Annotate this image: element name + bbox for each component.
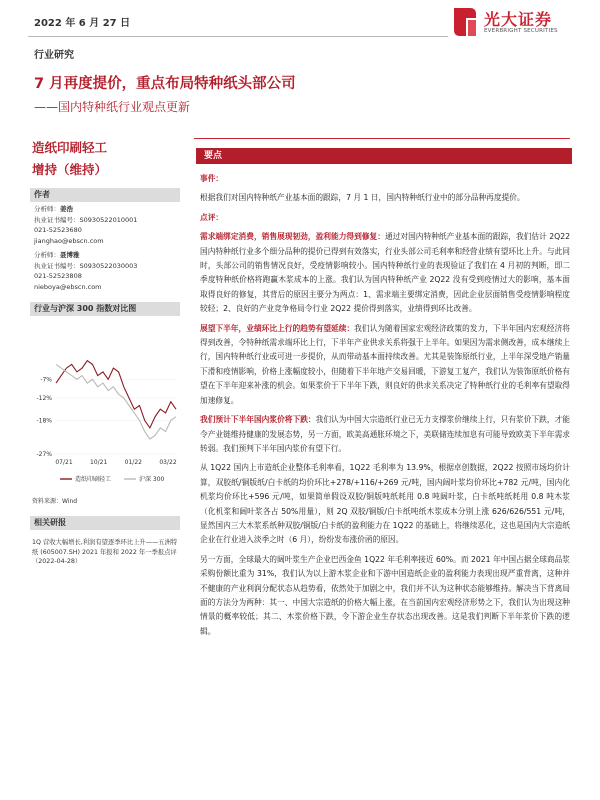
paragraph-lead: 我们预计下半年国内浆价将下跌：	[200, 415, 316, 425]
rating-label: 增持（维持）	[32, 162, 108, 177]
logo-text-en: EVERBRIGHT SECURITIES	[484, 28, 558, 34]
author-email[interactable]: nieboya@ebscn.com	[34, 282, 102, 291]
event-label: 事件：	[200, 174, 224, 183]
paragraph	[200, 461, 570, 547]
comment-label: 点评：	[200, 212, 224, 222]
event-text: 根据我们对国内特种纸产业基本面的跟踪，7 月 1 日，国内特种纸行业中的部分品种再度提价。	[200, 193, 525, 203]
paragraph-text: 另一方面，全球最大的阔叶浆生产企业巴西金鱼 1Q22 年毛利率接近 60%。而 2021 年中国占据全球商品浆采购份额比重为 31%，我们认为以上游木浆企业和下游中国造纸企业的盈利能力表现出现严重背离，这种并不健康的产业利润分配状态从趋势看，依然处于加剧之中，我们并不认为这种状态能够维持。解决当下背离局面的方法分为两种：其一、中国大宗造纸的价格大幅上涨，在当前国内宏观经济形势之下，我们认为出现这种情景的概率较低；其二、木浆价格下跌，令下游企业生存状态出现改善。这是我们判断下半年浆价下跌的逻辑。	[200, 554, 570, 636]
index-comparison-chart	[30, 334, 180, 492]
key-points-header: 要点	[196, 148, 572, 164]
page-subtitle: ——国内特种纸行业观点更新	[34, 100, 191, 114]
brand-logo	[452, 4, 572, 44]
chart-source: 资料来源：Wind	[32, 498, 78, 505]
paragraph	[200, 230, 570, 316]
doc-type: 行业研究	[34, 50, 74, 61]
industry-name: 造纸印刷轻工	[32, 140, 108, 155]
x-tick-label: 07/21	[55, 459, 73, 466]
y-tick-label: -18%	[36, 417, 52, 425]
page-title: 7 月再度提价，重点布局特种纸头部公司	[34, 76, 296, 92]
paragraph-lead: 展望下半年，业绩环比上行的趋势有望延续：	[200, 323, 355, 333]
paragraph	[200, 553, 570, 639]
y-tick-label: -27%	[36, 451, 52, 458]
content-divider	[194, 138, 570, 139]
legend-label: 沪深 300	[139, 476, 165, 483]
related-report-list	[32, 538, 180, 567]
paragraph-text: 从 1Q22 国内上市造纸企业整体毛利率看，1Q22 毛利率为 13.9%，根据卓创数据，2Q22 按照市场均价计算，双胶纸/铜版纸/白卡纸的均价环比+278/+116/+269 元/吨，国内阔叶浆均价环比+782 元/吨，国内化机浆均价环比+596 元/吨，如果简单假设双胶/铜版吨纸耗用 0.8 吨阔叶浆，白卡纸吨纸耗用 0.8 吨木浆（化机浆和阔叶浆各占 50%用量），则 2Q 双胶/铜版/白卡纸吨纸木浆成本分别上涨 626/626/551 元/吨，显然国内三大木浆系纸种双胶/铜版/白卡纸的盈利能力在 1Q22 的基础上，将继续恶化，这也是国内大宗造纸企业在行业进入淡季之时（6 月），纷纷发布涨价函的原因。	[200, 463, 570, 545]
author-phone: 021-52523808	[34, 272, 82, 281]
chart-section-header: 行业与沪深 300 指数对比图	[30, 302, 180, 316]
paragraph-text: 我们认为随着国家宏观经济政策的发力，下半年国内宏观经济将得到改善，令特种纸需求端环比上行，下半年产业供求关系将强于上半年。如果因为需求侧改善，成本继续上行，国内特种纸行业或可进一步提价，从而带动基本面持续改善。尤其是装饰原纸行业，上半年深受地产销量下滑和疫情影响，价格上涨幅度较小，但随着下半年地产交易回暖，下游复工复产，我们认为装饰原纸价格有望在下半年迎来补涨的机会。如果浆价于下半年下跌，则良好的供求关系决定了特种纸行业的毛利率有望取得加速修复。	[200, 323, 570, 405]
paragraph	[200, 322, 570, 408]
author-section-header: 作者	[30, 188, 180, 202]
author-name: 姜浩	[60, 205, 73, 213]
author-card	[34, 204, 137, 246]
author-role: 分析师：	[34, 205, 60, 213]
author-email[interactable]: jianghao@ebscn.com	[34, 236, 104, 245]
y-tick-label: -7%	[40, 376, 52, 384]
y-tick-label: -12%	[36, 395, 52, 402]
logo-text-cn: 光大证券	[484, 10, 553, 29]
author-cert: 执业证书编号：S0930522030003	[34, 261, 138, 270]
header-divider	[28, 36, 448, 37]
author-role: 分析师：	[34, 251, 60, 259]
x-tick-label: 10/21	[90, 459, 108, 466]
paragraph-lead: 需求端绑定消费，销售展现韧劲，盈利能力得到修复：	[200, 232, 385, 242]
series-line	[56, 361, 176, 428]
paragraph	[200, 413, 570, 456]
paragraph-text: 我们认为中国大宗造纸行业已无力支撑浆价继续上行，只有浆价下跌，才能令产业链维持健康的发展态势，另一方面，欧美高通胀环境之下，美联储连续加息有可能导致欧美下半年需求转弱。我们预判下半年国内浆价有望下行。	[200, 415, 570, 453]
report-date: 2022 年 6 月 27 日	[34, 18, 131, 29]
logo-mark-icon	[452, 6, 478, 38]
author-cert: 执业证书编号：S0930522010001	[34, 215, 138, 224]
legend-label: 造纸印刷轻工	[75, 476, 112, 483]
x-tick-label: 03/22	[159, 459, 177, 466]
series-line	[56, 364, 176, 439]
paragraph-text: 通过对国内特种纸产业基本面的跟踪，我们估计 2Q22 国内特种纸行业多个细分品种的提价已得到有效落实，行业头部公司毛利率和经营业绩有望环比上升。与此同时，头部公司的销售情况良好，受疫情影响较小。国内特种纸行业的表现验证了我们在 4 月初的判断，即二季度特种纸价格将跑赢木浆成本的上涨。我们认为国内特种纸产业 2Q22 没有受到疫情过大的影响，基本面取得良好的修复，其背后的原因主要分为两点：1、需求端主要绑定消费，因此企业层面销售受疫情影响程度较轻；2、良好的产业竞争格局令行业 2Q22 提价得到落实，业绩得到环比改善。	[200, 232, 570, 314]
x-tick-label: 01/22	[124, 459, 142, 466]
author-name: 聂博雅	[60, 251, 80, 259]
key-points-body	[200, 172, 570, 644]
related-report-item[interactable]: 1Q 营收大幅增长,利润有望逐季环比上升——五洲特纸 (605007.SH) 2021 年报和 2022 年一季报点评（2022-04-28）	[32, 539, 178, 565]
related-section-header: 相关研报	[30, 516, 180, 530]
author-card	[34, 250, 137, 292]
author-phone: 021-52523680	[34, 226, 82, 235]
